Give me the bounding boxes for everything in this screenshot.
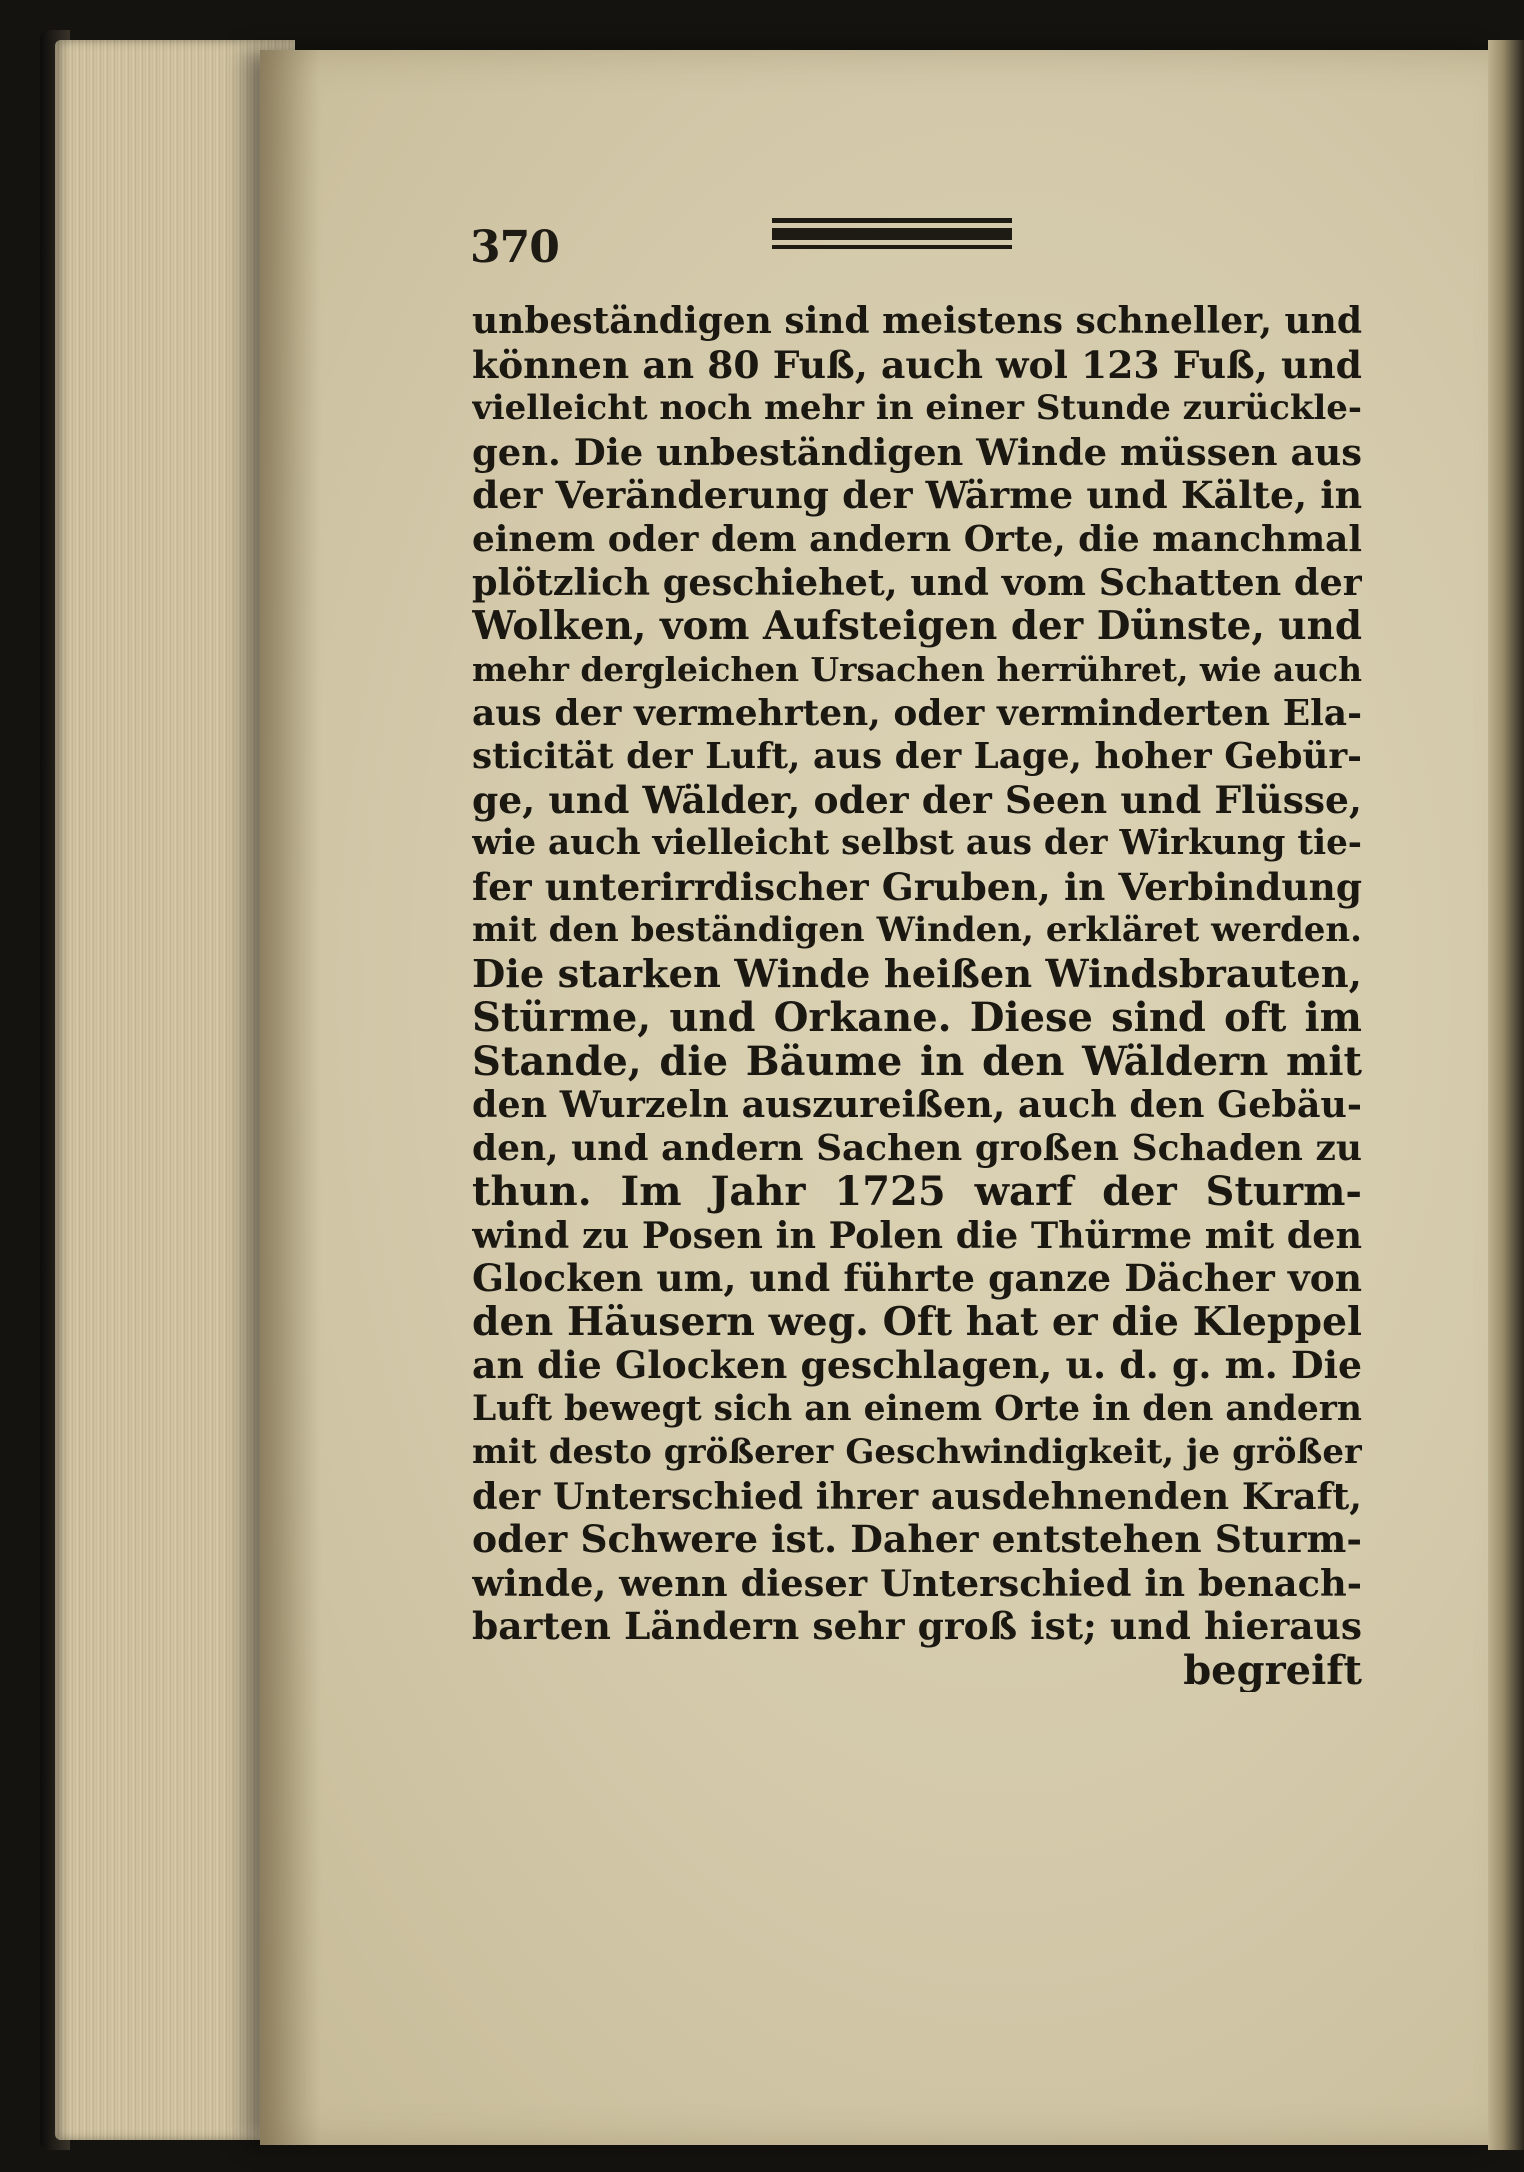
text-line: den, und andern Sachen großen Schaden zu — [472, 1126, 1362, 1169]
text-line: mit den beständigen Winden, erkläret werden. — [472, 910, 1362, 950]
text-line: wind zu Posen in Polen die Thürme mit den — [472, 1213, 1362, 1257]
text-line: plötzlich geschiehet, und vom Schatten der — [472, 561, 1362, 604]
text-line: können an 80 Fuß, auch wol 123 Fuß, und — [472, 343, 1362, 387]
text-line: thun. Im Jahr 1725 warf der Sturm- — [472, 1170, 1362, 1214]
text-line: vielleicht noch mehr in einer Stunde zurückle- — [472, 388, 1362, 428]
text-line: wie auch vielleicht selbst aus der Wirkung tie- — [472, 823, 1362, 863]
text-line: Stürme, und Orkane. Diese sind oft im — [472, 996, 1362, 1040]
text-line: winde, wenn dieser Unterschied in benach- — [472, 1561, 1362, 1605]
text-line: aus der vermehrten, oder verminderten Ela- — [472, 691, 1362, 734]
page-gutter-shadow — [260, 50, 320, 2145]
text-line: an die Glocken geschlagen, u. d. g. m. Die — [472, 1344, 1362, 1387]
text-line: barten Ländern sehr groß ist; und hieraus — [472, 1605, 1362, 1648]
page-number: 370 — [470, 222, 559, 273]
text-line: der Unterschied ihrer ausdehnenden Kraft, — [472, 1474, 1362, 1518]
text-line: Die starken Winde heißen Windsbrauten, — [472, 952, 1362, 996]
text-line: sticität der Luft, aus der Lage, hoher Gebür- — [472, 735, 1362, 777]
text-line: den Häusern weg. Oft hat er die Kleppel — [472, 1300, 1362, 1344]
text-line: den Wurzeln auszureißen, auch den Gebäu- — [472, 1083, 1362, 1126]
text-line: gen. Die unbeständigen Winde müssen aus — [472, 430, 1362, 474]
text-line: einem oder dem andern Orte, die manchmal — [472, 517, 1362, 560]
text-line: mehr dergleichen Ursachen herrühret, wie auch — [472, 650, 1362, 689]
text-line: Luft bewegt sich an einem Orte in den andern — [472, 1388, 1362, 1429]
page-stack-edges — [55, 40, 295, 2140]
text-line: mit desto größerer Geschwindigkeit, je größer — [472, 1432, 1362, 1472]
body-text — [472, 300, 1362, 1692]
catchword: begreift — [1183, 1648, 1362, 1692]
text-line: fer unterirrdischer Gruben, in Verbindung — [472, 865, 1362, 909]
text-line: ge, und Wälder, oder der Seen und Flüsse, — [472, 778, 1362, 822]
text-line: Wolken, vom Aufsteigen der Dünste, und — [472, 604, 1362, 648]
text-line: Stande, die Bäume in den Wäldern mit — [472, 1039, 1362, 1083]
header-ornament-rule — [772, 216, 1012, 252]
text-line: unbeständigen sind meistens schneller, und — [472, 300, 1362, 342]
text-line: der Veränderung der Wärme und Kälte, in — [472, 474, 1362, 517]
text-line: Glocken um, und führte ganze Dächer von — [472, 1257, 1362, 1300]
text-line: oder Schwere ist. Daher entstehen Sturm- — [472, 1518, 1362, 1561]
right-page-edge — [1488, 40, 1524, 2150]
